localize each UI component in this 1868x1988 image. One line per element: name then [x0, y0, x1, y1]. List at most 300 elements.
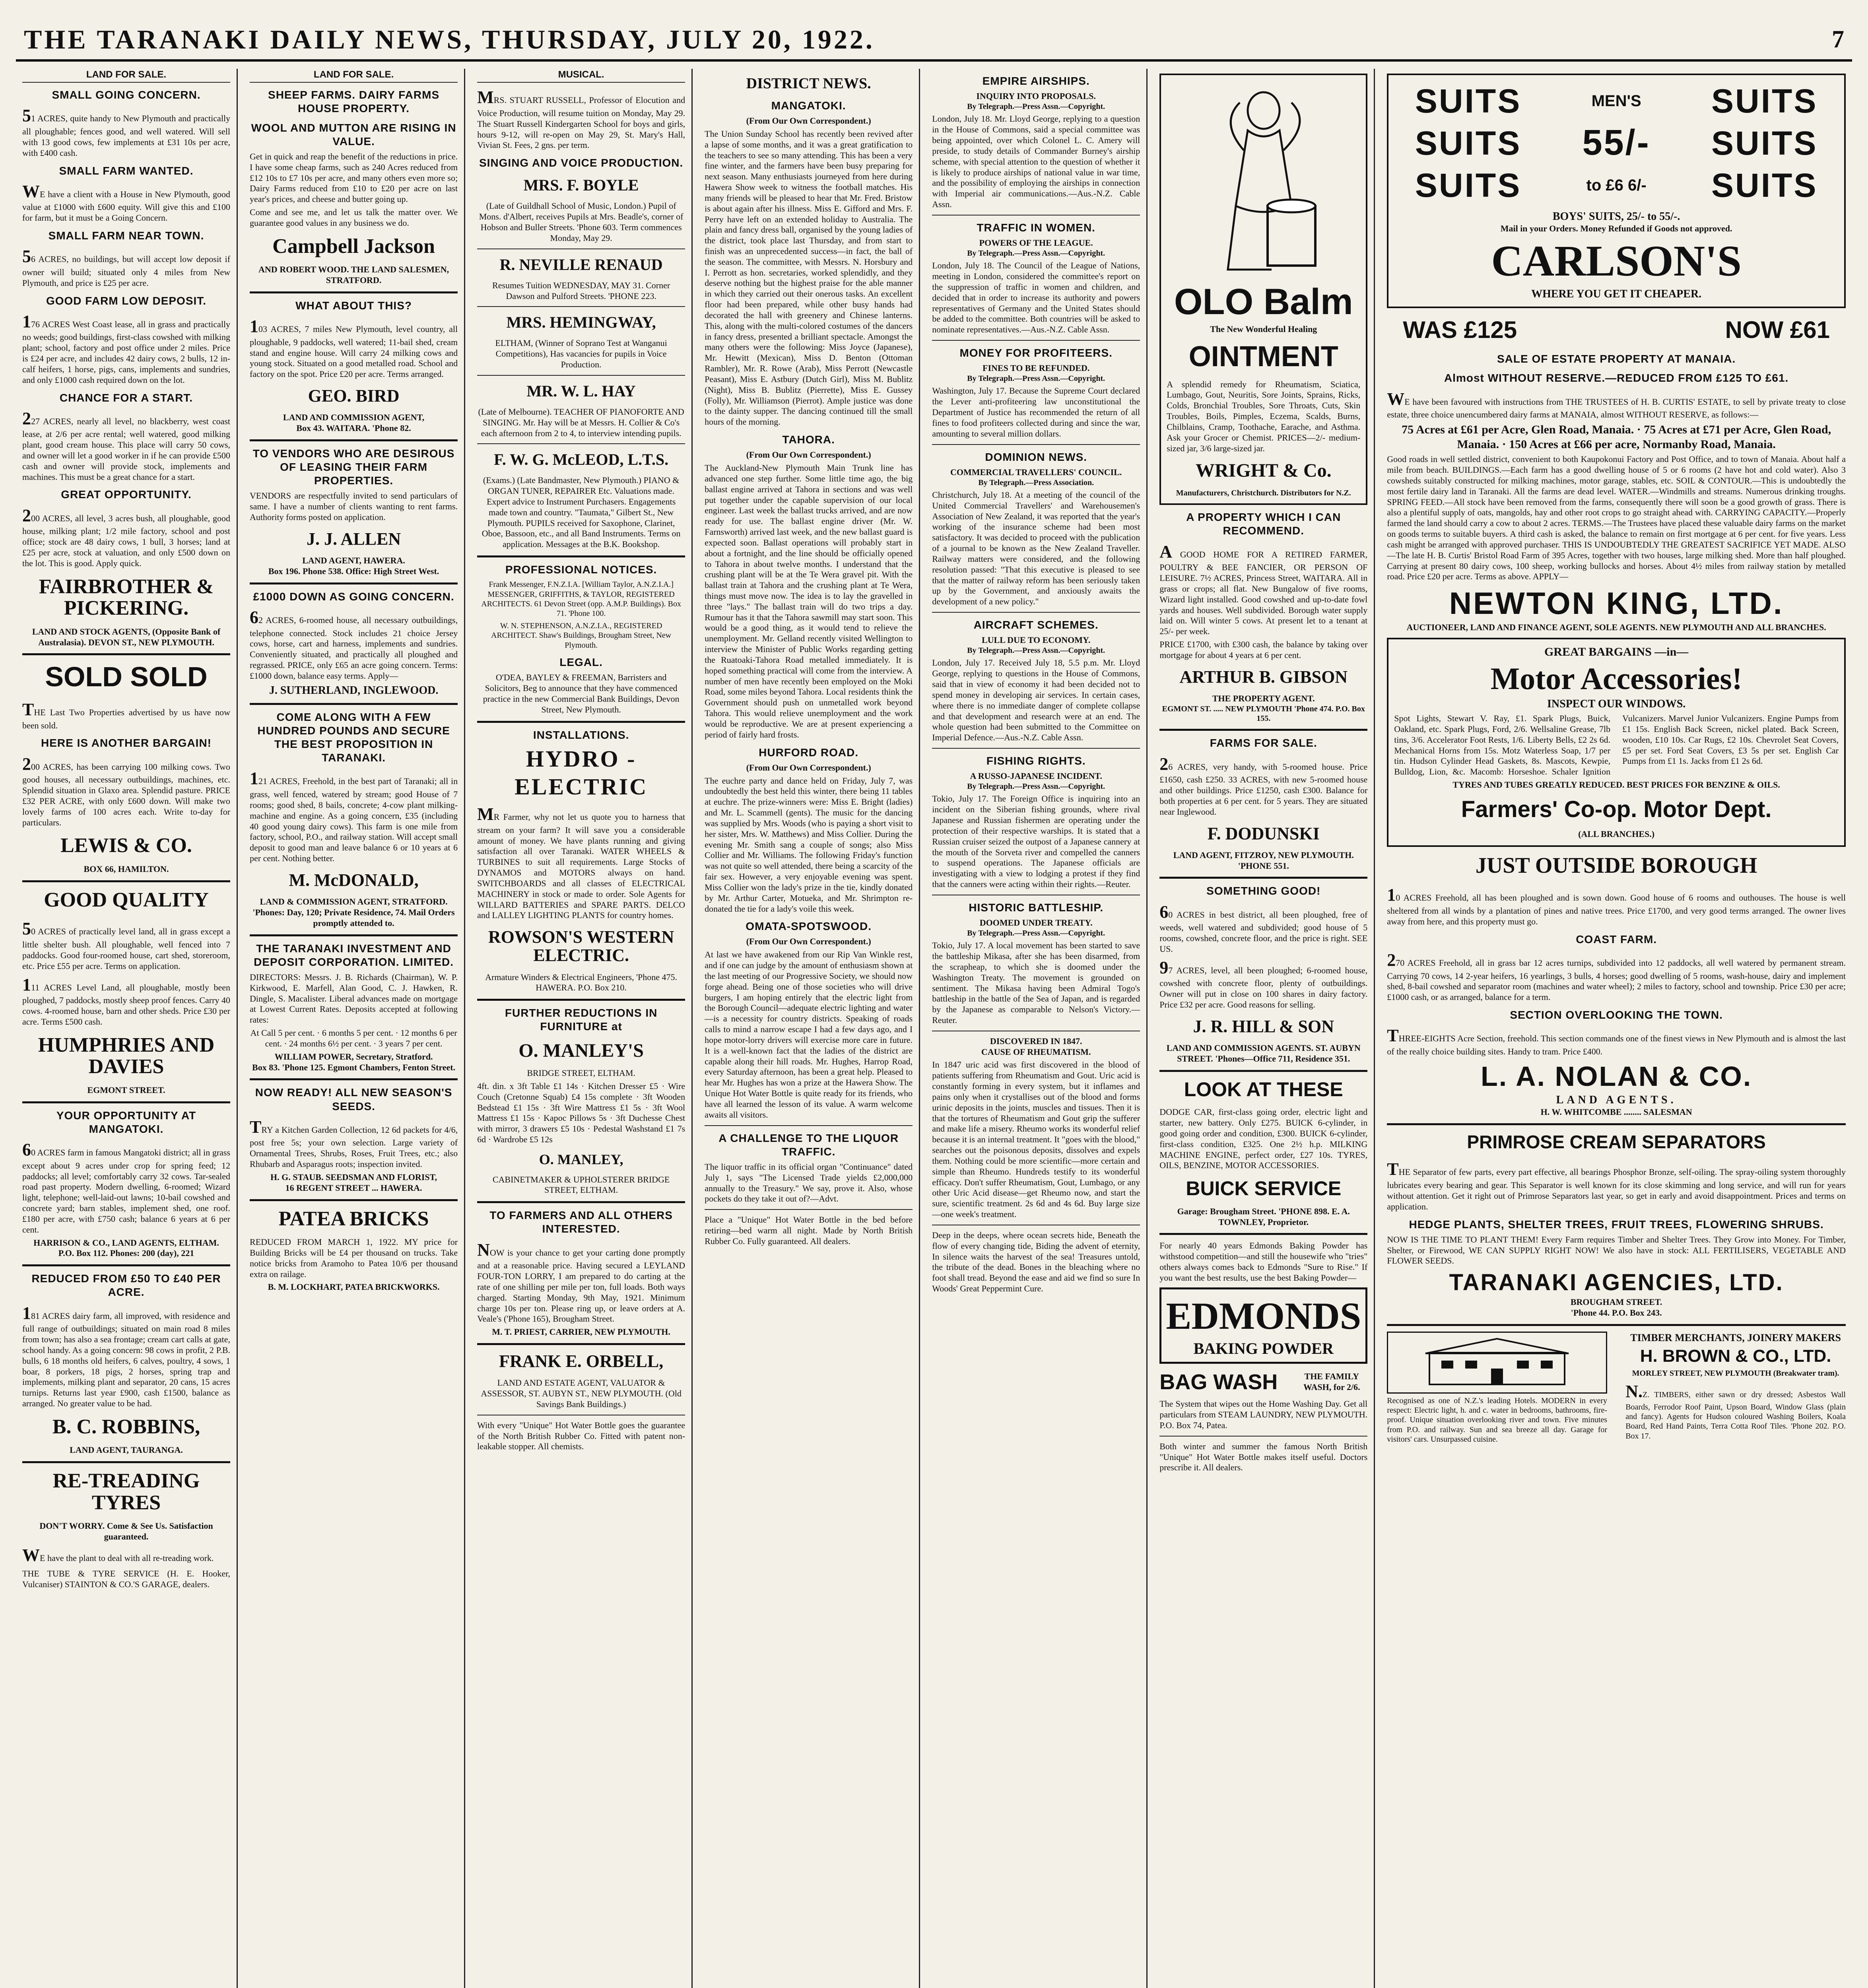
advertiser-address: B. M. LOCKHART, PATEA BRICKWORKS.: [268, 1282, 440, 1292]
ad-text: MRS. STUART RUSSELL, Professor of Elocution and Voice Production, will resume tuition on Monday, May 29. The Stuart Russell Kindergarten School for boys and girls, hours 9-12, will re-open on May 29, St. Mary's Hall, Vivian St. Fees, 2 gns. per term.: [477, 87, 685, 150]
article-text: At last we have awakened from our Rip Van Winkle rest, and if one can judge by the amount of enthusiasm shown at the last meeting of our Progressive Society, we should now forge ahead. Being one of those societies who will drive burgers, I am hoping entirely that the electric light from the Borough Council—adequate electric lighting and water—is a necessity for country districts. Speaking of roads calls to mind a narrow escape I had a few days ago, and I hope motor-lorry drivers will exercise more care in future. It is a well-known fact that the ladies of the district are capable along their hill roads. Mr. Hughes, Harrop Road, every Saturday afternoon, has been a great help. Pleased to hear Mr. Hughes has won a prize at the Hawera Show. The Unique Hot Water Bottle is quite ready for its friends, who have all learned the lesson of its value. A warm welcome awaits all visitors.: [705, 949, 913, 1120]
product-tagline: The New Wonderful Healing: [1210, 324, 1317, 334]
article-text: London, July 17. Received July 18, 5.5 p.m. Mr. Lloyd George, replying to questions in the House of Commons, said that in view of economy it had been decided not to spend money in developing air services. In certain cases, where there is no immediate danger of complete collapse and that development and research were at an end. The whole question had been submitted to the Committee on Imperial Defence.—Aus.-N.Z. Cable Assn.: [932, 658, 1140, 743]
article-text: Deep in the deeps, where ocean secrets hide, Beneath the flow of every changing tide, Biding the advent of eternity, In silence waits the harvest of the sea! Treasures untold, the tribute of the dead. Bones in the bleaching where no foot shall tread. Beyond the ease and aid we find so sure In Woods' Great Peppermint Cure.: [932, 1230, 1140, 1294]
ad-sold-heading: SOLD SOLD: [45, 661, 208, 693]
ad-text: A splendid remedy for Rheumatism, Sciatica, Lumbago, Gout, Neuritis, Sore Joints, Sprains, Ricks, Colds, Bronchial Troubles, Sore Throats, Cuts, Skin Troubles, Boils, Pimples, Eczema, Scalds, Burns, Chilblains, Cramp, Toothache, Earache, and Asthma. Ask your Grocer or Chemist. PRICES—2/- medium-sized jar, 3/6 large-sized jar.: [1167, 379, 1361, 453]
advertiser-contact: Box 196. Phone 538. Office: High Street West.: [268, 566, 439, 576]
bag-wash-ad: [1159, 1368, 1367, 1397]
advertiser-name: HUMPHRIES AND DAVIES: [38, 1033, 215, 1078]
ad-text: 227 ACRES, nearly all level, no blackberry, west coast lease, at 2/6 per acre rental; well watered, good milking plant, good cream house. This place will carry 50 cows, and owner will let a good worker in if he can provide £500 cash and owner will provide stock, implements and machines. This must be a great chance for a start.: [22, 408, 231, 482]
article-byline: By Telegraph.—Press Assn.—Copyright.: [967, 782, 1105, 791]
advertiser-name: MRS. F. BOYLE: [523, 176, 639, 194]
advertiser-name: HYDRO - ELECTRIC: [515, 746, 648, 800]
ad-text: BRIDGE STREET, ELTHAM.: [527, 1068, 635, 1078]
ad-text: 111 ACRES Level Land, all ploughable, mostly been ploughed, 7 paddocks, mostly sheep proof fences. Carry 40 cows. 4-roomed house, barn and other sheds. Price £30 per acre. Terms £500 cash.: [22, 975, 231, 1027]
divider: [477, 375, 685, 376]
ad-heading-large: PRIMROSE CREAM SEPARATORS: [1467, 1132, 1766, 1153]
ad-heading: WOOL AND MUTTON ARE RISING IN VALUE.: [251, 121, 456, 148]
article-text: The Auckland-New Plymouth Main Trunk line has advanced one step further. Some little time ago, the big ballast engine arrived at Tahora in sections and was well put together under the capable supervision of our local engineer. Last week the ballast trucks arrived, and are now ready for use. The ballast engine driver (Mr. W. Farnsworth) arrived last week, and the new ballast guard is expected soon. Ballast operations will probably start in about a fortnight, and the line should be officially opened to Tahora in about twelve months. I understand that the crushing plant will be at the Te Wera gravel pit. With the ballast train at Tahora and the crushing plant at Te Wera, things must move now. The idea is to lay the gravelled in three "lays." The ballast train will do two trips a day. Rumour has it that the Tahora sawmill may start soon. This would be a good thing, as it would tend to relieve the unemployment. Mr. Gelland recently visited Wellington to interview the Minister of Public Works regarding getting the Ruatoaki-Tahora Road metalled immediately. It is hoped something practical will come from the interview. A number of men have recently been employed on the Moki Road, some miles beyond Tahora. Local residents think the Government should push on unmetalled work beyond Tahora. This would relieve unemployment and the work would be reproductive. We are at present experiencing a period of fairly hard frosts.: [705, 463, 913, 740]
ad-text: Good roads in well settled district, convenient to both Kaupokonui Factory and Post Office, and to town of Manaia. About half a mile from beach. BUILDINGS.—Each farm has a good dwelling house of 5 or 6 rooms (2 have hot and cold water). Also 3 cowsheds suitably constructed for milking machines, motor garage, stables, etc. SOIL & CONTOUR.—This is undoubtedly the most fertile dairy land in Taranaki. All the farms are dead level. WATER.—Windmills and streams. Numerous drinking troughs. SPRING FEED.—All stock have been removed from the farms, consequently there will soon be a good growth of grass. There is also a plentiful supply of oats, mangolds, hay and other root crops to go straight ahead with. CARRYING CAPACITY.—Properly farmed the land should carry a cow to about 2 acres. TERMS.—The Trustees have placed these valuable dairy farms on the market on goods terms to suitable buyers. A third cash is asked, the balance to remain on first mortgage at 6 per cent. for five years. Less cash might be arranged with approved purchaser. THIS IS UNDOUBTEDLY THE GREATEST SACRIFICE YET MADE. ALSO—The late H. B. Curtis' Bristol Road Farm of 395 Acres, together with two houses, large milking shed. More than half ploughed. Carrying at present 80 dairy cows, 100 sheep, working bullocks and horses. About 4½ miles from railway station by metalled road. Price £20 per acre. Terms as above. APPLY—: [1387, 454, 1846, 582]
advertiser-name: HARRISON & CO., LAND AGENTS, ELTHAM.: [33, 1237, 219, 1248]
ad-heading: TO FARMERS AND ALL OTHERS INTERESTED.: [489, 1209, 673, 1235]
ad-text: 50 ACRES of practically level land, all in grass except a little shelter bush. All ploughable, well fenced into 7 paddocks. Good four-roomed house, cart shed, storeroom, etc. Price £55 per acre. Terms on application.: [22, 919, 231, 971]
ad-text: Come and see me, and let us talk the matter over. We guarantee good values in any business we do.: [250, 207, 458, 228]
farm-list: 75 Acres at £61 per Acre, Glen Road, Manaia. · 75 Acres at £71 per Acre, Glen Road, Manaia. · 150 Acres at £66 per acre, Normanby Road, Manaia.: [1402, 423, 1831, 451]
article-subheading: A RUSSO-JAPANESE INCIDENT.: [970, 771, 1102, 781]
product-type: OINTMENT: [1188, 341, 1338, 373]
ad-heading: LEGAL.: [559, 656, 603, 669]
advertiser-name: LEWIS & CO.: [60, 834, 192, 857]
column-large-ads: [1381, 69, 1852, 1988]
advertiser-contact: Box 83. 'Phone 125. Egmont Chambers, Fenton Street.: [252, 1062, 456, 1072]
ad-text: TRY a Kitchen Garden Collection, 12 6d packets for 4/6, post free 5s; your own selection. Large variety of Ornamental Trees, Shrubs, Roses, Fruit Trees, etc.; also Rhubarb and Asparagus roots; inspection invited.: [250, 1117, 458, 1169]
article-heading: AIRCRAFT SCHEMES.: [973, 619, 1099, 631]
ad-text: 103 ACRES, 7 miles New Plymouth, level country, all ploughable, 9 paddocks, well watered; 11-bail shed, cream stand and engine house. Will carry 24 milking cows and young stock. Situated on a good metalled road. School and factory on the spot. Price £20 per acre. Terms arranged.: [250, 316, 458, 379]
ad-text: N.Z. TIMBERS, either sawn or dry dressed; Asbestos Wall Boards, Ferrodor Roof Paint, Upson Board, Window Glass (plain and fancy). Agents for Hudson coloured Washing Boilers, Koala Board, Red Hand Paints, Terra Cotta Roof Tiles. 'Phone 202. P.O. Box 17.: [1625, 1381, 1846, 1441]
column-land-for-sale-2: [243, 69, 465, 1988]
column-olo-balm-property: [1153, 69, 1375, 1988]
advertiser-address: LAND AGENT, TAURANGA.: [70, 1445, 183, 1455]
suits-label: SUITS: [1415, 124, 1522, 162]
ad-text: LAND AND ESTATE AGENT, VALUATOR & ASSESSOR, ST. AUBYN ST., NEW PLYMOUTH. (Old Savings Bank Buildings.): [481, 1378, 682, 1409]
ad-text: 51 ACRES, quite handy to New Plymouth and practically all ploughable; fences good, and well watered. Will sell with 13 good cows, few implements at £31 10s per acre, with £400 cash.: [22, 106, 231, 158]
article-text: Christchurch, July 18. At a meeting of the council of the United Commercial Travellers' and Warehousemen's Association of New Zealand, it was reported that the year's working of the insurance scheme had been most satisfactory. It was decided to proceed with the publication of a journal to be known as the New Zealand Traveller. Railway matters were considered, and the following resolution passed: "That this executive is pleased to see that the matter of railway reform has been seriously taken up by the Government, and anxiously awaits the development of a new policy.": [932, 489, 1140, 607]
advertiser-address: LAND AGENT, HAWERA.: [302, 555, 405, 566]
article-heading: FISHING RIGHTS.: [986, 755, 1086, 767]
advertiser-name: O. MANLEY'S: [518, 1040, 644, 1061]
article-byline: By Telegraph.—Press Association.: [978, 478, 1094, 487]
ad-text: MR Farmer, why not let us quote you to harness that stream on your farm? It will save you a considerable amount of money. We have plants running and giving satisfaction all over Taranaki. WATER WHEELS & TURBINES to suit all requirements. Large Stocks of DYNAMOS and MOTORS always on hand. SWITCHBOARDS and all classes of ELECTRICAL MACHINERY in stock or made to order. Sole Agents for WILLARD BATTERIES and SPARE PARTS. DELCO and LALLEY LIGHTING PLANTS for country homes.: [477, 804, 685, 920]
ad-text: (Exams.) (Late Bandmaster, New Plymouth.) PIANO & ORGAN TUNER, REPAIRER Etc. Valuations made. Expert advice to Instrument Purchasers. Engagements made town and country. "Taumata," Gilbert St., New Plymouth. PUPILS received for Saxophone, Clarinet, Oboe, Bassoon, etc., and all Band Instruments. Terms on application. Messages at the B.K. Bookshop.: [482, 475, 681, 549]
ad-heading-large: LOOK AT THESE: [1184, 1078, 1343, 1101]
ad-text: 200 ACRES, all level, 3 acres bush, all ploughable, good house, milking plant; 1/2 mile factory, school and post office; stock are 48 dairy cows, 1 bull, 3 horses; land at £25 per acre, stock at valuation, and only £500 down on the lot. This is good. Apply quick.: [22, 505, 231, 568]
ad-heading: HERE IS ANOTHER BARGAIN!: [41, 737, 212, 749]
ad-text: Frank Messenger, F.N.Z.I.A. [William Taylor, A.N.Z.I.A.] MESSENGER, GRIFFITHS, & TAYLOR, REGISTERED ARCHITECTS. 61 Devon Street (opp. A.M.P. Buildings). Box 71. 'Phone 100.: [481, 580, 682, 618]
advertiser-tagline: THE PROPERTY AGENT.: [1212, 693, 1315, 703]
advertiser-name: H. BROWN & CO., LTD.: [1640, 1346, 1831, 1366]
advertiser-name: M. McDONALD,: [289, 870, 419, 890]
ad-text: NOW is your chance to get your carting done promptly and at a reasonable price. Having secured a LEYLAND FOUR-TON LORRY, I am prepared to do carting at the rate of one shilling per mile per ton, full loads. Both ways charged. Starting Monday, 9th May, 1921. Minimum charge 10s per ton. Please ring up, or leave orders at A. Veale's ('Phone 165), Brougham Street.: [477, 1240, 685, 1324]
suits-label: SUITS: [1711, 124, 1818, 162]
advertiser-address: AUCTIONEER, LAND AND FINANCE AGENT, SOLE AGENTS. NEW PLYMOUTH AND ALL BRANCHES.: [1406, 622, 1826, 633]
ad-text: 97 ACRES, level, all been ploughed; 6-roomed house, cowshed with concrete floor, plenty of outbuildings. Owner will put in close on 100 shares in dairy factory. Price £32 per acre. Good reasons for selling.: [1159, 957, 1368, 1010]
divider: [1159, 1233, 1367, 1235]
advertiser-name: TARANAKI AGENCIES, LTD.: [1449, 1270, 1784, 1296]
ad-text: CABINETMAKER & UPHOLSTERER BRIDGE STREET, ELTHAM.: [492, 1174, 670, 1195]
ad-text: ELTHAM, (Winner of Soprano Test at Wanganui Competitions), Has vacancies for pupils in Voice Production.: [495, 338, 667, 370]
divider: [932, 748, 1140, 749]
divider: [477, 1201, 685, 1203]
advertiser-address: LAND AND STOCK AGENTS, (Opposite Bank of Australasia). DEVON ST., NEW PLYMOUTH.: [32, 626, 221, 647]
hotel-building-icon: [1418, 1337, 1577, 1388]
page-number: 7: [1832, 26, 1844, 53]
advertiser-address: Manufacturers, Christchurch. Distributors for N.Z.: [1176, 488, 1351, 497]
article-heading: HISTORIC BATTLESHIP.: [969, 901, 1104, 914]
advertiser-contact: 'Phone 44. P.O. Box 243.: [1571, 1307, 1662, 1318]
advertiser-name: CARLSON'S: [1491, 236, 1742, 285]
article-text: In 1847 uric acid was first discovered in the blood of patients suffering from Rheumatism and Gout. Uric acid is constantly forming in every system, but it inflames and pains only when it crystallises out of the blood and forms urinic deposits in the joints, muscles and tissues. Then it is that the tortures of Rheumatism and Gout grip the sufferer and make life a misery. Rheumo works its wonderful relief because it is an internal treatment. It "goes with the blood," searches out the poisonous deposits, dissolves and expels them. Nothing could be more scientific—more certain and simple than Rheumo. Hundreds testify to its wonderful efficacy. Don't suffer Rheumatism, Gout, Lumbago, or any other Uric Acid disease—get Rheumo now, and start the sure, scientific treatment. 2s 6d and 4s 6d. Buy large size—one week's treatment.: [932, 1060, 1140, 1219]
ad-heading: A PROPERTY WHICH I CAN RECOMMEND.: [1186, 511, 1341, 537]
divider: [22, 653, 230, 655]
mail-orders-line: Mail in your Orders. Money Refunded if Goods not approved.: [1500, 223, 1732, 233]
ad-text: PRICE £1700, with £300 cash, the balance by taking over mortgage for about 4 years at 6 per cent.: [1159, 639, 1368, 660]
ad-text: VENDORS are respectfully invited to send particulars of same. I have a number of clients wanting to rent farms. Authority forms posted on application.: [250, 491, 458, 522]
advertiser-tagline: (ALL BRANCHES.): [1578, 829, 1655, 839]
suits-label: SUITS: [1415, 167, 1522, 204]
boys-suits-line: BOYS' SUITS, 25/- to 55/-.: [1552, 210, 1680, 223]
article-subheading: POWERS OF THE LEAGUE.: [979, 237, 1093, 248]
ad-heading: SHEEP FARMS. DAIRY FARMS HOUSE PROPERTY.: [268, 89, 440, 115]
article-text: The Union Sunday School has recently been revived after a lapse of some months, and it was a great gratification to the teachers to see so many attending. This has been a very fine winter, and the farmers have been busy preparing for next season. Many enthusiasts journeyed from here during Hawera Show week to witness the football matches. His many friends will be pleased to hear that Mr. Fred. Bristow is about again after his illness. Miss E. Gifford and Mrs. F. Perry have left on an extended holiday to Australia. The plain and fancy dress ball, organised by the young ladies of the district, took place last Thursday, and from start to finish was an unprecedented success—in fact, the ball of the season. The committee, with Messrs. N. Horsbury and I. Perrott as hon. secretaries, worked splendidly, and they deserve nothing but the highest praise for the able manner in which they carried out their onerous tasks. An excellent floor had been prepared, while other busy hands had decorated the hall with greenery and Chinese lanterns. This, along with the multi-colored costumes of the dancers in fancy dress, presented a brilliant spectacle. Amongst the many others were the following: Miss Joyce (Japanese), Mr. Hewitt (Mexican), Miss D. Benton (Ottoman Rambler), Mr. R. Rowe (Arab), Miss Perrott (Newcastle Peasant), Miss E. Astbury (Dutch Girl), Miss M. Bublitz (Night), Miss B. Bublitz (Pierrette), Miss E. Gussey (Folly), Mr. Williamson (Pierrot). Ample justice was done to the dainty supper. The dancing continued till the small hours of the morning.: [705, 128, 913, 427]
ad-text: 176 ACRES West Coast lease, all in grass and practically no weeds; good buildings, first-class cowshed with milking plant; school, factory and post office under 2 miles. Price is £24 per acre, and includes 42 dairy cows, 2 bulls, 12 in-calf heifers, 1 horse, pigs, cans, implements and sundries, and only £1000 cash required down on the lot.: [22, 311, 231, 385]
ad-heading: COAST FARM.: [1576, 933, 1657, 945]
divider: [477, 555, 685, 557]
ad-text: TYRES AND TUBES GREATLY REDUCED. BEST PRICES FOR BENZINE & OILS.: [1452, 780, 1780, 790]
woman-with-jar-illustration: [1167, 85, 1360, 276]
ad-title: Motor Accessories!: [1490, 661, 1742, 696]
divider: [705, 1125, 913, 1126]
ad-heading: INSTALLATIONS.: [533, 728, 629, 741]
ad-text: 121 ACRES, Freehold, in the best part of Taranaki; all in grass, well fenced, watered by stream; good House of 7 rooms; good shed, 8 bails, concrete; 4-cow plant milking-machine and engine. As a going concern, £35 (including 40 good young dairy cows). This farm is one mile from factory, school, P.O., and railway station. Will accept small deposit to good man and leave balance 6 or 10 years at 6 per cent. Nothing better.: [250, 769, 458, 864]
advertiser-name: M. T. PRIEST, CARRIER, NEW PLYMOUTH.: [492, 1327, 670, 1337]
product-name: OLO Balm: [1174, 282, 1353, 322]
advertiser-address: MORLEY STREET, NEW PLYMOUTH (Breakwater tram).: [1632, 1369, 1839, 1378]
divider: [932, 340, 1140, 341]
ad-heading: THE TARANAKI INVESTMENT AND DEPOSIT CORPORATION. LIMITED.: [254, 942, 454, 968]
advertiser-tagline: LAND AGENTS.: [1556, 1094, 1677, 1107]
ad-heading: CHANCE FOR A START.: [59, 391, 193, 404]
advertiser-name: MR. W. L. HAY: [526, 382, 636, 400]
ad-text: THE Separator of few parts, every part effective, all bearings Phosphor Bronze, self-oiling. The spray-oiling system thoroughly lubricates every bearing and gear. This Separator is well known for its close skimming and long service, and will run for years without attention. Get it right out of Primrose Separators last year, so get in early and avoid disappointment. Prices and terms on application.: [1387, 1159, 1846, 1211]
article-subheading: INQUIRY INTO PROPOSALS.: [976, 91, 1096, 101]
advertiser-name: H. G. STAUB. SEEDSMAN AND FLORIST,: [270, 1172, 437, 1182]
divider: [250, 582, 458, 584]
divider: [1387, 1324, 1846, 1326]
now-price: NOW £61: [1725, 316, 1830, 344]
ad-heading: GREAT OPPORTUNITY.: [61, 488, 192, 501]
ad-heading-large: JUST OUTSIDE BOROUGH: [1475, 853, 1757, 878]
ad-text: Armature Winders & Electrical Engineers, 'Phone 475. HAWERA. P.O. Box 210.: [485, 972, 678, 993]
divider: [1387, 1123, 1846, 1125]
price-to-value: £6 6/-: [1606, 177, 1647, 194]
brand-product: BAKING POWDER: [1193, 1339, 1334, 1357]
ad-heading: COME ALONG WITH A FEW HUNDRED POUNDS AND SECURE THE BEST PROPOSITION IN TARANAKI.: [257, 711, 450, 764]
price-to: [1542, 176, 1691, 195]
ad-text: Both winter and summer the famous North British "Unique" Hot Water Bottle makes itself useful. Doctors prescribe it. All dealers.: [1159, 1441, 1368, 1473]
ad-text: DODGE CAR, first-class going order, electric light and starter, new battery. Only £275. BUICK 6-cylinder, in good going order and condition, £300. BUICK 6-cylinder, first-class condition, £325. One 2½ h.p. MILKING MACHINE ENGINE, perfect order, £27 10s. TYRES, OILS, BENZINE, MOTOR ACCESSORIES.: [1159, 1107, 1368, 1171]
article-text: The euchre party and dance held on Friday, July 7, was undoubtedly the best held this winter, there being 11 tables at euchre. The prize-winners were: Miss E. Bright (ladies) and Mr. L. Scammell (gents). The music for the dancing was supplied by Mrs. Woods (who is paying a short visit to her sister, Mrs. W. Matthews) and Miss Collier. During the evening Mr. Smith sang a couple of songs; also Miss Collier and Mr. Williams. The following Friday's function was not quite so well attended, there being a scarcity of the fair sex. However, a very enjoyable evening was spent. Miss Collier won the lady's prize in the tie, kindly donated by Mr. Arthur Carter, Motueka, and Mr. Shrimpton re-donated the tie for a lady's voile this week.: [705, 775, 913, 914]
timber-ad: [1625, 1332, 1846, 1447]
advertiser-name: NEWTON KING, LTD.: [1449, 586, 1784, 621]
woman-figure-icon: [1192, 87, 1335, 274]
price-from: 55/-: [1582, 123, 1651, 163]
advertiser-address: Garage: Brougham Street. 'PHONE 898. E. A. TOWNLEY, Proprietor.: [1177, 1206, 1350, 1227]
article-subheading: DISCOVERED IN 1847.: [990, 1036, 1082, 1046]
article-text: Place a "Unique" Hot Water Bottle in the bed before retiring—bed warm all night. Made by North British Rubber Co. Fully guaranteed. All dealers.: [705, 1215, 913, 1246]
advertiser-contact: H. W. WHITCOMBE ........ SALESMAN: [1540, 1107, 1692, 1117]
ad-heading: GREAT BARGAINS —in—: [1544, 645, 1689, 659]
suits-label: SUITS: [1711, 82, 1818, 120]
ad-heading: WHAT ABOUT THIS?: [295, 299, 412, 312]
article-heading: OMATA-SPOTSWOOD.: [746, 920, 872, 933]
advertiser-address: LAND AND COMMISSION AGENTS. ST. AUBYN STREET. 'Phones—Office 711, Residence 351.: [1166, 1043, 1361, 1064]
column-header: MUSICAL.: [477, 69, 685, 83]
ad-text: Get in quick and reap the benefit of the reductions in price. I have some cheap farms, such as 240 Acres reduced from £12 10s to £7 10s per acre, and many others even more so; Dairy Farms reduced from £10 to £20 per acre on last year's prices, and cheese and butter going up.: [250, 151, 458, 204]
advertiser-name: PATEA BRICKS: [278, 1207, 429, 1230]
article-byline: (From Our Own Correspondent.): [746, 450, 871, 460]
ad-text: For nearly 40 years Edmonds Baking Powder has withstood competition—and still the housewife who "tries" others always comes back to Edmonds "Sure to Rise." If you want the best results, use the best Baking Powder—: [1159, 1241, 1368, 1283]
article-heading: TRAFFIC IN WOMEN.: [977, 221, 1095, 234]
ad-heading: SECTION OVERLOOKING THE TOWN.: [1510, 1009, 1723, 1021]
advertiser-address: LAND AND COMMISSION AGENT,: [283, 412, 425, 423]
price-reduction-banner: [1387, 313, 1846, 347]
edmonds-logo: [1159, 1287, 1367, 1364]
advertiser-name: B. C. ROBBINS,: [52, 1415, 200, 1438]
ad-heading: SMALL FARM NEAR TOWN.: [48, 229, 204, 242]
ad-text: THE Last Two Properties advertised by us have now been sold.: [22, 699, 231, 730]
article-text: Washington, July 17. Because the Supreme Court declared the Lever anti-profiteering law unconstitutional the Department of Justice has recommended the return of all fines to food profiteers collected during and since the war, amounting to several million dollars.: [932, 386, 1140, 439]
masthead-title: THE TARANAKI DAILY NEWS, THURSDAY, JULY 20, 1922.: [24, 24, 875, 54]
ad-text: 60 ACRES farm in famous Mangatoki district; all in grass except about 9 acres under crop for spring feed; 12 paddocks; all level; comfortably carry 32 cows. Tar-sealed road past property. Modern dwelling, 6-roomed; Wizard light, telephone; well-laid-out lawns; 10-bail cowshed and concrete yard; barn stables, implement shed, one roof. £180 per acre, with £750 cash; balance 6 years at 6 per cent.: [22, 1140, 231, 1235]
ad-text: 62 ACRES, 6-roomed house, all necessary outbuildings, telephone connected. Stock includes 21 choice Jersey cows, horse, cart and harness, implements and sundries. Conveniently situated, and practically all ploughed and regrassed. PRICE, only £65 an acre going concern. Terms: £1000 down, balance easy terms. Apply—: [250, 607, 458, 681]
advertiser-address: BOX 66, HAMILTON.: [83, 864, 169, 874]
section-title: DISTRICT NEWS.: [746, 75, 871, 92]
ad-heading: PROFESSIONAL NOTICES.: [505, 563, 657, 576]
bottom-ads-row: [1387, 1332, 1846, 1447]
ad-text: (Late of Melbourne). TEACHER OF PIANOFORTE AND SINGING. Mr. Hay will be at Messrs. H. Collier & Co's each afternoon from 2 to 4, to interview intending pupils.: [478, 406, 684, 438]
ad-heading: TO VENDORS WHO ARE DESIROUS OF LEASING THEIR FARM PROPERTIES.: [252, 447, 455, 487]
ad-text: Resumes Tuition WEDNESDAY, MAY 31. Corner Dawson and Pulford Streets. 'PHONE 223.: [492, 280, 670, 301]
advertiser-tagline: THE FAMILY WASH, for 2/6.: [1303, 1371, 1360, 1392]
article-byline: By Telegraph.—Press Assn.—Copyright.: [967, 248, 1105, 258]
advertiser-address: LAND & COMMISSION AGENT, STRATFORD. 'Phones: Day, 120; Private Residence, 74. Mail Orders promptly attended to.: [252, 897, 455, 928]
price-list: Spot Lights, Stewart V. Ray, £1. Spark Plugs, Buick, Oakland, etc. Spark Plugs, Ford, 2/6. Wellsaline Grease, 7lb tins, 3/6. Accelerator Foot Rests, 1/6. Liberty Bells, £2 2s 6d. Mechanical Horns from 15s. Motz Waterless Soap, 1/7 per tin. Hudson Cylinder Head Gaskets, 8s. Mascots, Kewpie, Bulldog, Lion, &c. Macomb: Horseshoe. Schaler Ignition Vulcanizers. Marvel Junior Vulcanizers. Engine Pumps from £1 15s. English Back Screen, nickel plated. Back Screen, wooden, £10 10s. Car Rugs, £2 10s. Chevrolet Seat Covers, £5 per set. Ford Seat Covers, £3 5s per set. English Car Pumps from £1 1s. Jacks from £1 2s 6d.: [1394, 713, 1839, 777]
article-text: London, July 18. Mr. Lloyd George, replying to a question in the House of Commons, said a special committee was being appointed, over which Colonel L. C. Amery will preside, to study details of Commander Burney's airship scheme, with special attention to the question of whether it is likely to produce airships of national value in war time, and the possibility of employing the airships in connection with Imperial air communications.—Aus.-N.Z. Cable Assn.: [932, 114, 1140, 209]
article-subheading: DOOMED UNDER TREATY.: [979, 917, 1093, 928]
ad-text: REDUCED FROM MARCH 1, 1922. MY price for Building Bricks will be £4 per thousand on trucks. Take notice bricks from Aramoho to Patea 10/6 per thousand extra on railage.: [250, 1237, 458, 1279]
advertiser-name: F. DODUNSKI: [1207, 823, 1320, 843]
divider: [22, 880, 230, 882]
article-byline: (From Our Own Correspondent.): [746, 116, 871, 126]
column-land-for-sale-1: [16, 69, 238, 1988]
ad-text: 10 ACRES Freehold, all has been ploughed and is sown down. Good house of 6 rooms and outhouses. The house is well sheltered from all winds by a plantation of pines and native trees. Price £1700, and very good terms arranged. The owner lives away from here, and this property must go.: [1387, 885, 1846, 926]
advertiser-name: WRIGHT & Co.: [1195, 460, 1332, 481]
article-byline: By Telegraph.—Press Assn.—Copyright.: [967, 102, 1105, 111]
masthead: [16, 24, 1852, 62]
advertiser-name: RE-TREADING TYRES: [52, 1470, 200, 1514]
divider: [22, 1461, 230, 1463]
divider: [477, 248, 685, 249]
ad-heading: HEDGE PLANTS, SHELTER TREES, FRUIT TREES, FLOWERING SHRUBS.: [1409, 1218, 1824, 1231]
article-subheading: FINES TO BE REFUNDED.: [983, 363, 1090, 373]
advertiser-name: FAIRBROTHER & PICKERING.: [39, 575, 214, 620]
article-heading: DOMINION NEWS.: [985, 450, 1087, 463]
advertiser-name: ARTHUR B. GIBSON: [1179, 667, 1348, 687]
advertiser-address: LAND AGENT, FITZROY, NEW PLYMOUTH. 'PHONE 551.: [1173, 850, 1354, 871]
ad-text: 270 ACRES Freehold, all in grass bar 12 acres turnips, subdivided into 12 paddocks, all well watered by permanent stream. Carrying 70 cows, 14 2-year heifers, 16 yearlings, 3 bulls, 4 horses; good dwelling of 5 rooms, wash-house, dairy and implement shed, 8-bail cowshed and separator room (machines and water wheel); 2 miles to factory, school and township. Price £30 per acre; £1000 cash, or as arranged, balance for a term.: [1387, 950, 1846, 1002]
ad-heading: SINGING AND VOICE PRODUCTION.: [479, 157, 684, 169]
advertiser-name: Farmers' Co-op. Motor Dept.: [1461, 796, 1772, 822]
divider: [250, 439, 458, 441]
advertiser-tagline: WHERE YOU GET IT CHEAPER.: [1531, 287, 1702, 300]
article-heading: HURFORD ROAD.: [759, 746, 859, 759]
article-heading: MONEY FOR PROFITEERS.: [959, 347, 1113, 359]
advertiser-tagline: DON'T WORRY. Come & See Us. Satisfaction guaranteed.: [39, 1521, 213, 1542]
ad-heading: SMALL FARM WANTED.: [59, 164, 194, 177]
advertiser-address: 16 REGENT STREET ... HAWERA.: [285, 1182, 422, 1193]
advertiser-name: MRS. HEMINGWAY,: [506, 313, 656, 332]
divider: [1159, 729, 1367, 731]
ad-heading-large: GOOD QUALITY: [44, 888, 209, 911]
advertiser-name: BUICK SERVICE: [1186, 1177, 1342, 1200]
advertiser-name: L. A. NOLAN & CO.: [1481, 1060, 1752, 1092]
ad-heading: TIMBER MERCHANTS, JOINERY MAKERS: [1630, 1332, 1841, 1343]
divider: [250, 1078, 458, 1080]
column-header: LAND FOR SALE.: [22, 69, 230, 83]
ad-heading: FURTHER REDUCTIONS IN FURNITURE at: [505, 1007, 658, 1033]
hotel-ad: [1387, 1332, 1607, 1447]
suits-label: SUITS: [1415, 82, 1522, 120]
ad-text: DIRECTORS: Messrs. J. B. Richards (Chairman), W. P. Kirkwood, E. Marfell, Alan Good, C. J. Hawken, R. Dingle, S. Macalister. Liberal advances made on mortgage at Lowest Current Rates. Deposits accepted at following rates:: [250, 972, 458, 1025]
advertiser-address: EGMONT STREET.: [87, 1085, 165, 1095]
ad-heading: Almost WITHOUT RESERVE.—REDUCED FROM £125 TO £61.: [1444, 372, 1789, 384]
article-byline: By Telegraph.—Press Assn.—Copyright.: [967, 928, 1105, 938]
article-heading: EMPIRE AIRSHIPS.: [982, 75, 1090, 87]
ad-text: WE have been favoured with instructions from THE TRUSTEES of H. B. CURTIS' ESTATE, to sell by private treaty to close estate, three choice unencumbered dairy farms at MANAIA, almost WITHOUT RESERVE, as follows:—: [1387, 389, 1846, 420]
to-label: to: [1586, 177, 1602, 194]
divider: [1159, 877, 1367, 879]
article-text: Tokio, July 17. The Foreign Office is inquiring into an incident on the Siberian fishing grounds, where rival Japanese and Russian fishermen are operating under the protection of their respective warships. It is stated that a Russian cruiser seized the outpost of a Japanese cannery at the mouth of the Sorveta river and compelled the canners to suspend operations. The Japanese officials are investigating with a view to lodging a protest if they find that the canners were acting within their rights.—Reuter.: [932, 794, 1140, 889]
ad-heading: £1000 DOWN AS GOING CONCERN.: [253, 590, 454, 603]
suits-label: SUITS: [1711, 167, 1818, 204]
brand-name: EDMONDS: [1166, 1294, 1361, 1337]
column-musical-professional: [471, 69, 693, 1988]
divider: [477, 443, 685, 444]
advertiser-name: F. W. G. McLEOD, L.T.S.: [494, 450, 669, 469]
divider: [932, 444, 1140, 445]
advertiser-address: P.O. Box 112. Phones: 200 (day), 221: [58, 1248, 194, 1258]
ad-text: 26 ACRES, very handy, with 5-roomed house. Price £1650, cash £250. 33 ACRES, with new 5-roomed house and other buildings. Price £1250, cash £300. Balance for both properties at 6 per cent. for 5 years. They are situated near Inglewood.: [1159, 754, 1368, 817]
ad-text: Recognised as one of N.Z.'s leading Hotels. MODERN in every respect: Electric light, h. and c. water in bedrooms, bathrooms, fire-proof. Unique situation overlooking river and town. Five minutes from P.O. and railway. Sun and sea breeze all day. Garage for visitors' cars. Unsurpassed cuisine.: [1387, 1396, 1608, 1444]
was-price: WAS £125: [1403, 316, 1517, 344]
divider: [477, 1343, 685, 1345]
advertiser-name: WILLIAM POWER, Secretary, Stratford.: [274, 1051, 433, 1062]
hotel-illustration: [1387, 1332, 1607, 1394]
ad-heading: SALE OF ESTATE PROPERTY AT MANAIA.: [1497, 353, 1736, 365]
divider: [250, 1199, 458, 1201]
ad-heading: YOUR OPPORTUNITY AT MANGATOKI.: [56, 1109, 196, 1135]
ad-text: (Late of Guildhall School of Music, London.) Pupil of Mons. d'Albert, receives Pupils at Mrs. Beadle's, corner of Hobson and Buller Streets. 'Phone 603. Term commences Monday, May 29.: [479, 201, 684, 243]
ad-text: WE have the plant to deal with all re-treading work.: [22, 1545, 214, 1565]
advertiser-name: ROWSON'S WESTERN ELECTRIC.: [488, 927, 674, 965]
suits-grid: [1394, 81, 1839, 206]
mens-label: MEN'S: [1591, 92, 1641, 110]
column-cable-news: [926, 69, 1148, 1988]
carlsons-ad: [1387, 74, 1846, 308]
divider: [477, 999, 685, 1001]
article-text: The liquor traffic in its official organ "Continuance" dated July 1, says "The Licensed Trade yields £2,000,000 annually to the Treasury." We say, prove it. Also, whose pockets do they take it out of?—Advt.: [705, 1161, 913, 1204]
column-district-news: [698, 69, 920, 1988]
ad-text: The System that wipes out the Home Washing Day. Get all particulars from STEAM LAUNDRY, NEW PLYMOUTH. P.O. Box 74, Patea.: [1159, 1399, 1368, 1430]
ad-heading: NOW READY! ALL NEW SEASON'S SEEDS.: [255, 1086, 452, 1112]
advertiser-name: J. J. ALLEN: [306, 529, 401, 549]
advertiser-address: AND ROBERT WOOD. THE LAND SALESMEN, STRATFORD.: [258, 264, 449, 285]
ad-text: 181 ACRES dairy farm, all improved, with residence and full range of outbuildings; situated on main road 8 miles from town; has also a sea frontage; cream cart calls at gate, school handy. As a going concern: 98 cows in profit, 2 P.B. bulls, 6 18 months old heifers, 6 calves, poultry, 4 sows, 1 boar, 8 porkers, 18 pigs, 2 horses, spring trap and implements, milking plant and separator, 20 cans, 15 acres turnips. Returns last year £900, cash £1500, balance as arranged. No greater value to be had.: [22, 1303, 231, 1408]
ad-text: THE TUBE & TYRE SERVICE (H. E. Hooker, Vulcaniser) STAINTON & CO.'S GARAGE, dealers.: [22, 1568, 231, 1589]
advertiser-name: FRANK E. ORBELL,: [499, 1351, 664, 1371]
article-subheading: COMMERCIAL TRAVELLERS' COUNCIL.: [950, 467, 1122, 477]
advertiser-name: J. R. HILL & SON: [1193, 1016, 1334, 1036]
olo-balm-ad: [1159, 74, 1367, 505]
advertiser-name: R. NEVILLE RENAUD: [499, 255, 663, 274]
ad-text: NOW IS THE TIME TO PLANT THEM! Every Farm requires Timber and Shelter Trees. They Grow into Money. For Timber, Shelter, or Firewood, WE CAN SUPPLY RIGHT NOW! We also have in stock: ALL FERTILISERS, VEGETABLE AND FLOWER SEEDS.: [1387, 1234, 1846, 1266]
advertiser-name: J. SUTHERLAND, INGLEWOOD.: [269, 684, 439, 697]
ad-text: 60 ACRES in best district, all been ploughed, free of weeds, well watered and subdivided; good house of 5 rooms, cowshed, concrete floor, and the price is right. SEE US.: [1159, 902, 1368, 954]
article-byline: (From Our Own Correspondent.): [746, 762, 871, 773]
ad-heading: SMALL GOING CONCERN.: [52, 89, 201, 101]
ad-text: 56 ACRES, no buildings, but will accept low deposit if owner will build; situated only 4 miles from New Plymouth, and price is £25 per acre.: [22, 247, 231, 288]
deposit-rates: At Call 5 per cent. · 6 months 5 per cent. · 12 months 6 per cent. · 24 months 6½ per cent. · 3 years 7 per cent.: [250, 1028, 457, 1048]
ad-text: W. N. STEPHENSON, A.N.Z.I.A., REGISTERED ARCHITECT. Shaw's Buildings, Brougham Street, New Plymouth.: [491, 621, 672, 650]
column-header: LAND FOR SALE.: [250, 69, 458, 83]
divider: [22, 1264, 230, 1266]
advertiser-name: GEO. BIRD: [308, 386, 400, 406]
columns: [16, 69, 1852, 1988]
ad-heading: REDUCED FROM £50 TO £40 PER ACRE.: [31, 1272, 221, 1299]
article-subheading: CAUSE OF RHEUMATISM.: [981, 1046, 1091, 1057]
advertiser-address: BROUGHAM STREET.: [1570, 1297, 1662, 1307]
article-heading: MANGATOKI.: [771, 99, 846, 112]
furniture-price-list: 4ft. din. x 3ft Table £1 14s · Kitchen Dresser £5 · Wire Couch (Cretonne Squab) £4 15s complete · 3ft Wooden Bedstead £1 15s · 3ft Wire Mattress £1 5s · 3ft Wool Mattress £1 15s · Kapoc Pillows 5s · 3ft Duchesse Chest with mirror, 3 drawers £5 10s · Pedestal Washstand £1 7s 6d · Wardrobe £5 12s: [477, 1081, 685, 1144]
divider: [250, 703, 458, 705]
advertiser-contact: EGMONT ST. ..... NEW PLYMOUTH 'Phone 474. P.O. Box 155.: [1162, 704, 1365, 723]
ad-text: THREE-EIGHTS Acre Section, freehold. This section commands one of the finest views in New Plymouth and is almost the last of the really choice building sites. Handy to tram. Price £400.: [1387, 1026, 1846, 1056]
article-heading: A CHALLENGE TO THE LIQUOR TRAFFIC.: [718, 1132, 899, 1158]
ad-heading: FARMS FOR SALE.: [1210, 737, 1317, 749]
divider: [477, 721, 685, 723]
ad-heading: GOOD FARM LOW DEPOSIT.: [46, 294, 207, 307]
divider: [22, 1101, 230, 1103]
divider: [477, 306, 685, 307]
article-byline: By Telegraph.—Press Assn.—Copyright.: [967, 374, 1105, 383]
advertiser-contact: Box 43. WAITARA. 'Phone 82.: [296, 423, 411, 433]
advertiser-name: Campbell Jackson: [272, 235, 435, 258]
ad-text: 200 ACRES, has been carrying 100 milking cows. Two good houses, all necessary outbuildings, machines, etc. Splendid situation in Glaxo area. Splendid pasture. PRICE £32 PER ACRE, with only £600 down. Will make two lovely farms of 100 acres each. Write to-day for particulars.: [22, 754, 231, 827]
ad-heading: SOMETHING GOOD!: [1206, 885, 1321, 897]
article-heading: TAHORA.: [782, 433, 835, 446]
divider: [1159, 1436, 1367, 1437]
divider: [705, 1209, 913, 1210]
article-text: London, July 18. The Council of the League of Nations, meeting in London, considered the committee's report on the suppression of traffic in women and children, and decided that in order to increase its authority and powers representatives of Germany and the United States should be added to the committee. Both countries will be asked to nominate representatives.—Aus.-N.Z. Cable Assn.: [932, 260, 1140, 335]
article-byline: By Telegraph.—Press Assn.—Copyright.: [967, 646, 1105, 655]
ad-text: O'DEA, BAYLEY & FREEMAN, Barristers and Solicitors, Beg to announce that they have commenced practice in the new Commercial Bank Buildings, Devon Street, New Plymouth.: [483, 672, 680, 714]
article-text: Tokio, July 17. A local movement has been started to save the battleship Mikasa, after she has been disarmed, from the scrapheap, to which she is doomed under the Washington Treaty. The movement is grounded on sentiment. The Mikasa having been Admiral Togo's battleship in the battle of the Sea of Japan, and is regarded by the Japanese as comparable to Nelson's Victory.—Reuter.: [932, 940, 1140, 1025]
article-byline: (From Our Own Correspondent.): [746, 936, 871, 947]
advertiser-name: O. MANLEY,: [539, 1151, 623, 1167]
article-subheading: LULL DUE TO ECONOMY.: [981, 635, 1091, 645]
ad-text: WE have a client with a House in New Plymouth, good value at £1000 with £600 equity. Will give this and £100 for farm, but it must be a Going Concern.: [22, 181, 231, 223]
divider: [932, 612, 1140, 613]
divider: [1159, 1070, 1367, 1072]
ad-subheading: INSPECT OUR WINDOWS.: [1547, 697, 1686, 710]
divider: [250, 934, 458, 936]
advertiser-name: BAG WASH: [1159, 1370, 1278, 1394]
ad-text: A GOOD HOME FOR A RETIRED FARMER, POULTRY & BEE FANCIER, OR PERSON OF LEISURE. 7½ ACRES, Princess Street, WAITARA. All in grass or crops; all flat. New Bungalow of five rooms, Wizard light installed. Good cowshed and up-to-date fowl yards and houses. Well subdivided. Borough water supply laid on. Will winter 5 cows. At present let to a tenant at 25/- per week.: [1159, 542, 1368, 637]
motor-accessories-ad: [1387, 638, 1846, 846]
divider: [250, 291, 458, 293]
ad-text: With every "Unique" Hot Water Bottle goes the guarantee of the North British Rubber Co. Fitted with patent non-leakable stopper. All chemists.: [477, 1420, 685, 1452]
